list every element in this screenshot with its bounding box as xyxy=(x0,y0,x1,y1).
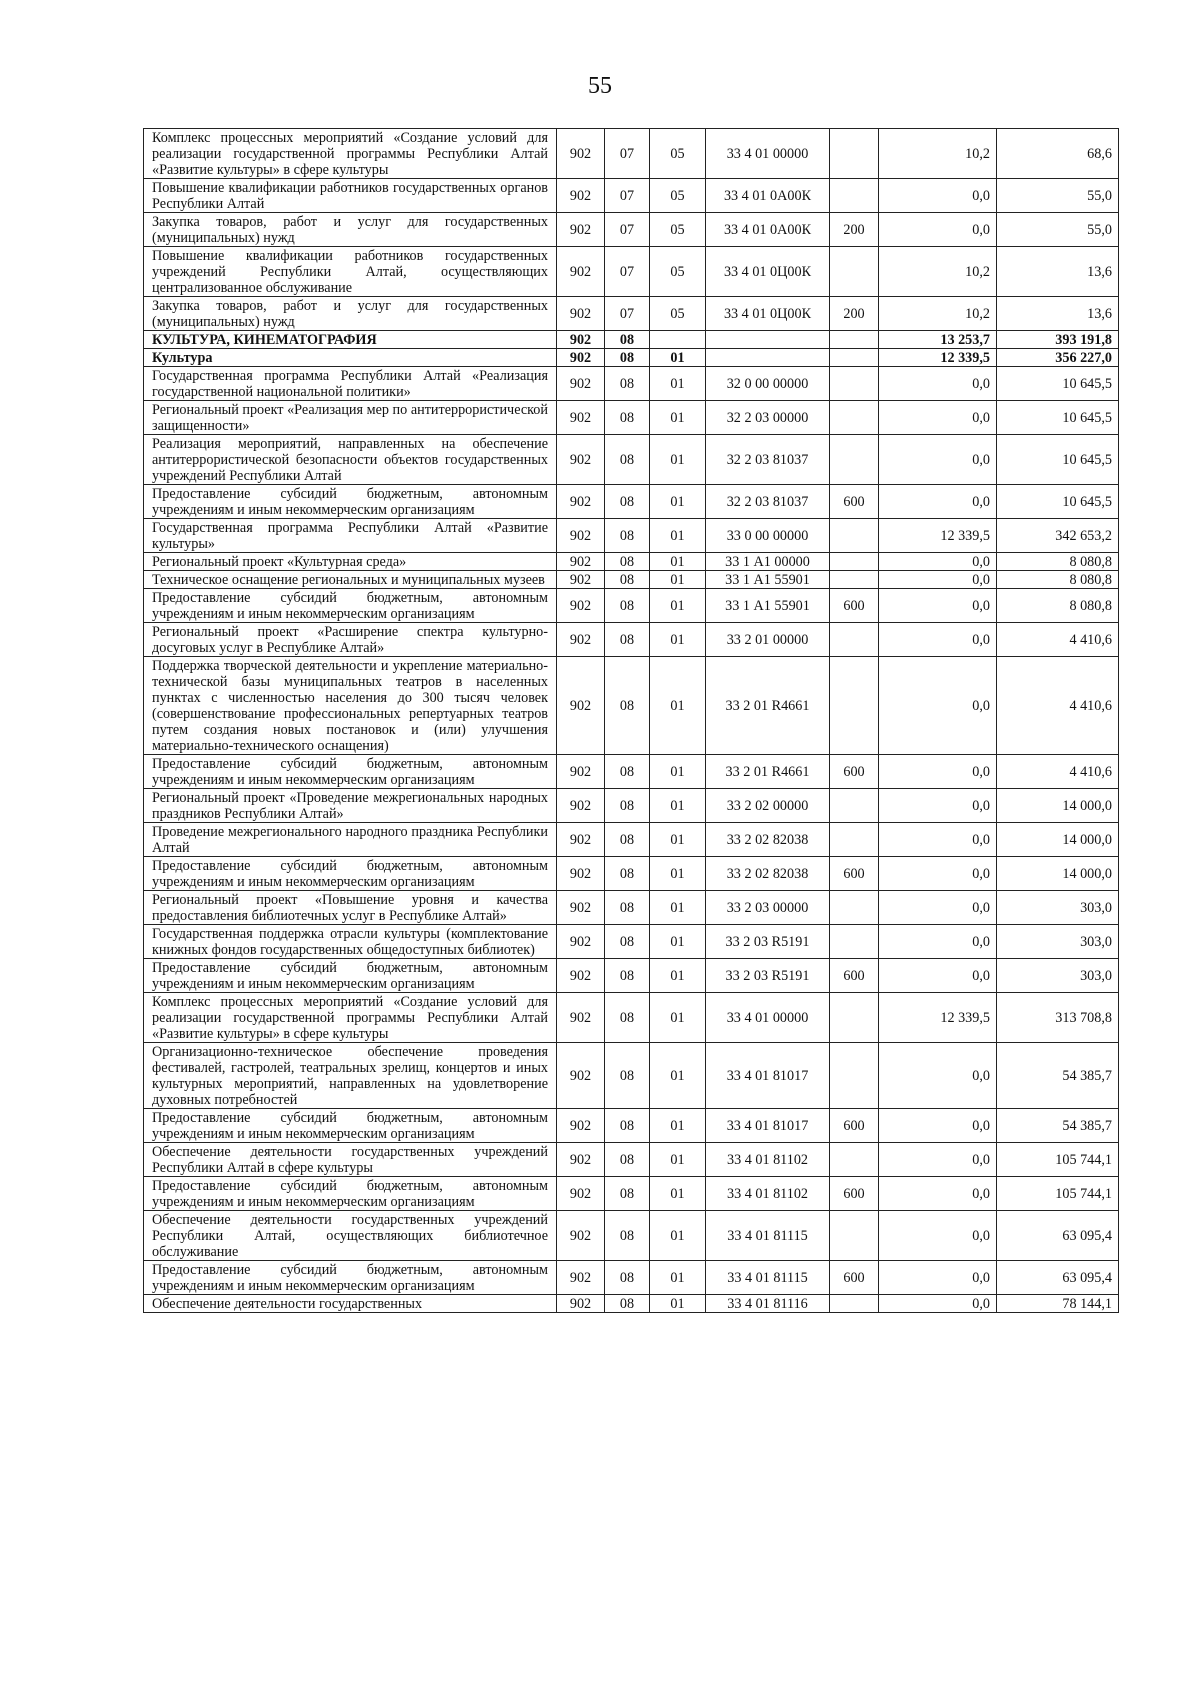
row-amount-1-cell: 0,0 xyxy=(879,891,997,925)
row-target-cell: 33 2 02 82038 xyxy=(706,823,830,857)
row-amount-1-cell: 0,0 xyxy=(879,755,997,789)
table-row xyxy=(144,823,1119,857)
row-name-cell: Предоставление субсидий бюджетным, автономным учреждениям и иным некоммерческим организациям xyxy=(144,1177,557,1211)
row-amount-2-cell: 10 645,5 xyxy=(997,367,1119,401)
row-name-cell: Предоставление субсидий бюджетным, автономным учреждениям и иным некоммерческим организациям xyxy=(144,1109,557,1143)
row-expense-type-cell xyxy=(830,657,879,755)
row-expense-type-cell: 600 xyxy=(830,589,879,623)
row-section-cell: 08 xyxy=(605,1043,650,1109)
row-expense-type-cell xyxy=(830,623,879,657)
row-target-cell: 33 0 00 00000 xyxy=(706,519,830,553)
row-subsection-cell: 01 xyxy=(650,485,706,519)
row-expense-type-cell xyxy=(830,519,879,553)
row-amount-2-cell: 303,0 xyxy=(997,891,1119,925)
row-target-cell: 33 4 01 00000 xyxy=(706,993,830,1043)
row-section-cell: 08 xyxy=(605,401,650,435)
row-target-cell: 33 1 А1 55901 xyxy=(706,589,830,623)
row-amount-1-cell: 0,0 xyxy=(879,213,997,247)
table-row xyxy=(144,1143,1119,1177)
row-expense-type-cell xyxy=(830,349,879,367)
row-expense-type-cell: 200 xyxy=(830,297,879,331)
row-code-cell: 902 xyxy=(557,993,605,1043)
row-subsection-cell: 01 xyxy=(650,571,706,589)
row-subsection-cell: 05 xyxy=(650,297,706,331)
row-section-cell: 08 xyxy=(605,435,650,485)
row-name-cell: Обеспечение деятельности государственных учреждений Республики Алтай в сфере культуры xyxy=(144,1143,557,1177)
row-amount-2-cell: 14 000,0 xyxy=(997,789,1119,823)
row-name-cell: Организационно-техническое обеспечение проведения фестивалей, гастролей, театральных зрелищ, концертов и иных культурных мероприятий, направленных на удовлетворение духовных потребностей xyxy=(144,1043,557,1109)
row-code-cell: 902 xyxy=(557,553,605,571)
row-section-cell: 08 xyxy=(605,519,650,553)
row-subsection-cell: 05 xyxy=(650,213,706,247)
row-amount-1-cell: 0,0 xyxy=(879,485,997,519)
row-subsection-cell: 01 xyxy=(650,589,706,623)
row-code-cell: 902 xyxy=(557,1261,605,1295)
table-row xyxy=(144,331,1119,349)
row-section-cell: 08 xyxy=(605,623,650,657)
row-code-cell: 902 xyxy=(557,823,605,857)
table-row xyxy=(144,789,1119,823)
row-name-cell: Поддержка творческой деятельности и укрепление материально-технической базы муниципальных театров в населенных пунктах с численностью населения до 300 тысяч человек (совершенствование профессиональных репертуарных театров путем создания новых постановок и (или) улучшения материально-технического оснащения) xyxy=(144,657,557,755)
row-code-cell: 902 xyxy=(557,179,605,213)
row-amount-1-cell: 10,2 xyxy=(879,297,997,331)
row-target-cell: 33 4 01 0А00К xyxy=(706,179,830,213)
row-target-cell: 33 4 01 81102 xyxy=(706,1177,830,1211)
row-code-cell: 902 xyxy=(557,755,605,789)
row-amount-2-cell: 54 385,7 xyxy=(997,1043,1119,1109)
row-amount-1-cell: 0,0 xyxy=(879,1261,997,1295)
table-row xyxy=(144,485,1119,519)
row-subsection-cell: 01 xyxy=(650,755,706,789)
row-amount-1-cell: 0,0 xyxy=(879,589,997,623)
row-amount-1-cell: 12 339,5 xyxy=(879,519,997,553)
row-target-cell: 33 2 01 00000 xyxy=(706,623,830,657)
row-section-cell: 08 xyxy=(605,1143,650,1177)
row-target-cell: 33 2 03 R5191 xyxy=(706,959,830,993)
row-amount-2-cell: 303,0 xyxy=(997,925,1119,959)
table-row xyxy=(144,401,1119,435)
row-expense-type-cell: 600 xyxy=(830,1261,879,1295)
row-amount-2-cell: 55,0 xyxy=(997,213,1119,247)
row-name-cell: Техническое оснащение региональных и муниципальных музеев xyxy=(144,571,557,589)
row-expense-type-cell xyxy=(830,1043,879,1109)
row-section-cell: 08 xyxy=(605,367,650,401)
row-subsection-cell: 01 xyxy=(650,959,706,993)
row-target-cell: 33 4 01 0Ц00К xyxy=(706,297,830,331)
row-code-cell: 902 xyxy=(557,1295,605,1313)
row-amount-2-cell: 8 080,8 xyxy=(997,589,1119,623)
row-amount-1-cell: 0,0 xyxy=(879,179,997,213)
row-expense-type-cell: 600 xyxy=(830,1177,879,1211)
row-name-cell: Предоставление субсидий бюджетным, автономным учреждениям и иным некоммерческим организациям xyxy=(144,959,557,993)
row-section-cell: 08 xyxy=(605,349,650,367)
row-amount-1-cell: 10,2 xyxy=(879,247,997,297)
row-subsection-cell: 01 xyxy=(650,857,706,891)
row-code-cell: 902 xyxy=(557,367,605,401)
row-target-cell: 32 2 03 00000 xyxy=(706,401,830,435)
row-name-cell: Обеспечение деятельности государственных xyxy=(144,1295,557,1313)
row-amount-2-cell: 10 645,5 xyxy=(997,485,1119,519)
row-amount-1-cell: 0,0 xyxy=(879,401,997,435)
page-number: 55 xyxy=(588,73,612,99)
row-section-cell: 08 xyxy=(605,1261,650,1295)
row-code-cell: 902 xyxy=(557,1211,605,1261)
row-expense-type-cell xyxy=(830,247,879,297)
table-row xyxy=(144,623,1119,657)
row-subsection-cell: 01 xyxy=(650,1295,706,1313)
row-target-cell: 33 4 01 81017 xyxy=(706,1109,830,1143)
row-section-cell: 07 xyxy=(605,213,650,247)
row-subsection-cell: 05 xyxy=(650,129,706,179)
row-section-cell: 08 xyxy=(605,755,650,789)
row-section-cell: 08 xyxy=(605,1295,650,1313)
row-section-cell: 08 xyxy=(605,959,650,993)
table-row xyxy=(144,367,1119,401)
row-amount-2-cell: 14 000,0 xyxy=(997,823,1119,857)
row-section-cell: 08 xyxy=(605,925,650,959)
row-target-cell: 32 2 03 81037 xyxy=(706,485,830,519)
row-amount-1-cell: 0,0 xyxy=(879,789,997,823)
row-target-cell: 33 4 01 81115 xyxy=(706,1261,830,1295)
row-subsection-cell: 01 xyxy=(650,519,706,553)
row-subsection-cell: 01 xyxy=(650,925,706,959)
row-name-cell: Закупка товаров, работ и услуг для государственных (муниципальных) нужд xyxy=(144,213,557,247)
row-subsection-cell: 01 xyxy=(650,789,706,823)
row-amount-1-cell: 0,0 xyxy=(879,571,997,589)
table-row xyxy=(144,657,1119,755)
row-expense-type-cell xyxy=(830,823,879,857)
row-code-cell: 902 xyxy=(557,519,605,553)
row-expense-type-cell xyxy=(830,1143,879,1177)
row-expense-type-cell xyxy=(830,435,879,485)
row-subsection-cell xyxy=(650,331,706,349)
row-section-cell: 08 xyxy=(605,657,650,755)
row-subsection-cell: 01 xyxy=(650,1177,706,1211)
row-target-cell: 33 4 01 00000 xyxy=(706,129,830,179)
row-section-cell: 08 xyxy=(605,553,650,571)
row-amount-2-cell: 356 227,0 xyxy=(997,349,1119,367)
row-code-cell: 902 xyxy=(557,297,605,331)
row-amount-2-cell: 63 095,4 xyxy=(997,1261,1119,1295)
row-amount-2-cell: 13,6 xyxy=(997,297,1119,331)
row-target-cell: 33 2 03 R5191 xyxy=(706,925,830,959)
row-subsection-cell: 01 xyxy=(650,823,706,857)
row-code-cell: 902 xyxy=(557,589,605,623)
row-name-cell: Региональный проект «Расширение спектра культурно-досуговых услуг в Республике Алтай» xyxy=(144,623,557,657)
row-expense-type-cell xyxy=(830,891,879,925)
row-amount-1-cell: 0,0 xyxy=(879,657,997,755)
row-section-cell: 07 xyxy=(605,297,650,331)
row-code-cell: 902 xyxy=(557,891,605,925)
row-expense-type-cell: 600 xyxy=(830,485,879,519)
row-amount-2-cell: 8 080,8 xyxy=(997,553,1119,571)
row-name-cell: Государственная поддержка отрасли культуры (комплектование книжных фондов государственных общедоступных библиотек) xyxy=(144,925,557,959)
row-name-cell: Проведение межрегионального народного праздника Республики Алтай xyxy=(144,823,557,857)
row-amount-1-cell: 0,0 xyxy=(879,959,997,993)
row-target-cell: 33 2 02 00000 xyxy=(706,789,830,823)
row-target-cell: 33 2 03 00000 xyxy=(706,891,830,925)
row-amount-2-cell: 313 708,8 xyxy=(997,993,1119,1043)
row-amount-1-cell: 10,2 xyxy=(879,129,997,179)
table-row xyxy=(144,1261,1119,1295)
row-amount-1-cell: 0,0 xyxy=(879,823,997,857)
row-expense-type-cell xyxy=(830,367,879,401)
row-subsection-cell: 01 xyxy=(650,623,706,657)
table-row xyxy=(144,435,1119,485)
row-amount-2-cell: 393 191,8 xyxy=(997,331,1119,349)
row-subsection-cell: 01 xyxy=(650,1261,706,1295)
table-row xyxy=(144,993,1119,1043)
row-target-cell: 32 2 03 81037 xyxy=(706,435,830,485)
table-row xyxy=(144,349,1119,367)
row-amount-1-cell: 0,0 xyxy=(879,623,997,657)
table-row xyxy=(144,891,1119,925)
row-target-cell: 33 4 01 0А00К xyxy=(706,213,830,247)
row-subsection-cell: 01 xyxy=(650,1211,706,1261)
row-name-cell: Комплекс процессных мероприятий «Создание условий для реализации государственной программы Республики Алтай «Развитие культуры» в сфере культуры xyxy=(144,129,557,179)
row-code-cell: 902 xyxy=(557,623,605,657)
table-row xyxy=(144,247,1119,297)
row-expense-type-cell xyxy=(830,401,879,435)
row-code-cell: 902 xyxy=(557,1143,605,1177)
table-row xyxy=(144,1177,1119,1211)
row-target-cell: 33 1 А1 55901 xyxy=(706,571,830,589)
row-section-cell: 08 xyxy=(605,789,650,823)
row-target-cell: 33 1 А1 00000 xyxy=(706,553,830,571)
row-code-cell: 902 xyxy=(557,857,605,891)
row-amount-1-cell: 12 339,5 xyxy=(879,993,997,1043)
table-row xyxy=(144,1043,1119,1109)
row-section-cell: 08 xyxy=(605,1211,650,1261)
row-subsection-cell: 01 xyxy=(650,891,706,925)
row-section-cell: 08 xyxy=(605,1109,650,1143)
row-name-cell: Повышение квалификации работников государственных органов Республики Алтай xyxy=(144,179,557,213)
row-amount-2-cell: 13,6 xyxy=(997,247,1119,297)
table-row xyxy=(144,129,1119,179)
row-expense-type-cell xyxy=(830,925,879,959)
row-amount-1-cell: 0,0 xyxy=(879,1109,997,1143)
row-section-cell: 08 xyxy=(605,331,650,349)
row-section-cell: 08 xyxy=(605,571,650,589)
row-code-cell: 902 xyxy=(557,1109,605,1143)
row-amount-2-cell: 105 744,1 xyxy=(997,1143,1119,1177)
row-name-cell: Комплекс процессных мероприятий «Создание условий для реализации государственной программы Республики Алтай «Развитие культуры» в сфере культуры xyxy=(144,993,557,1043)
row-subsection-cell: 05 xyxy=(650,179,706,213)
row-name-cell: Региональный проект «Культурная среда» xyxy=(144,553,557,571)
row-subsection-cell: 01 xyxy=(650,349,706,367)
row-target-cell: 33 4 01 81102 xyxy=(706,1143,830,1177)
row-expense-type-cell xyxy=(830,1211,879,1261)
table-row xyxy=(144,755,1119,789)
table-row xyxy=(144,1211,1119,1261)
table-row xyxy=(144,959,1119,993)
row-subsection-cell: 01 xyxy=(650,435,706,485)
row-code-cell: 902 xyxy=(557,657,605,755)
row-target-cell: 33 4 01 81017 xyxy=(706,1043,830,1109)
table-row xyxy=(144,519,1119,553)
row-amount-1-cell: 0,0 xyxy=(879,435,997,485)
row-amount-1-cell: 12 339,5 xyxy=(879,349,997,367)
row-section-cell: 08 xyxy=(605,993,650,1043)
row-amount-1-cell: 0,0 xyxy=(879,1143,997,1177)
row-target-cell xyxy=(706,331,830,349)
table-row xyxy=(144,213,1119,247)
row-section-cell: 08 xyxy=(605,589,650,623)
row-target-cell: 33 2 01 R4661 xyxy=(706,755,830,789)
row-code-cell: 902 xyxy=(557,925,605,959)
row-section-cell: 08 xyxy=(605,1177,650,1211)
row-target-cell: 33 2 02 82038 xyxy=(706,857,830,891)
row-amount-1-cell: 0,0 xyxy=(879,1295,997,1313)
row-section-cell: 08 xyxy=(605,891,650,925)
row-amount-2-cell: 342 653,2 xyxy=(997,519,1119,553)
row-subsection-cell: 01 xyxy=(650,1143,706,1177)
row-name-cell: КУЛЬТУРА, КИНЕМАТОГРАФИЯ xyxy=(144,331,557,349)
row-expense-type-cell xyxy=(830,179,879,213)
row-code-cell: 902 xyxy=(557,129,605,179)
row-amount-2-cell: 8 080,8 xyxy=(997,571,1119,589)
row-amount-1-cell: 0,0 xyxy=(879,925,997,959)
row-amount-1-cell: 0,0 xyxy=(879,1211,997,1261)
row-amount-1-cell: 13 253,7 xyxy=(879,331,997,349)
row-amount-2-cell: 4 410,6 xyxy=(997,755,1119,789)
row-target-cell: 33 4 01 81115 xyxy=(706,1211,830,1261)
row-expense-type-cell xyxy=(830,993,879,1043)
row-amount-1-cell: 0,0 xyxy=(879,1177,997,1211)
row-name-cell: Предоставление субсидий бюджетным, автономным учреждениям и иным некоммерческим организациям xyxy=(144,755,557,789)
row-name-cell: Предоставление субсидий бюджетным, автономным учреждениям и иным некоммерческим организациям xyxy=(144,857,557,891)
row-code-cell: 902 xyxy=(557,1177,605,1211)
row-amount-2-cell: 10 645,5 xyxy=(997,435,1119,485)
row-expense-type-cell xyxy=(830,129,879,179)
row-code-cell: 902 xyxy=(557,213,605,247)
row-name-cell: Предоставление субсидий бюджетным, автономным учреждениям и иным некоммерческим организациям xyxy=(144,485,557,519)
budget-table-body xyxy=(144,129,1119,1313)
row-amount-1-cell: 0,0 xyxy=(879,1043,997,1109)
row-name-cell: Предоставление субсидий бюджетным, автономным учреждениям и иным некоммерческим организациям xyxy=(144,589,557,623)
row-amount-2-cell: 10 645,5 xyxy=(997,401,1119,435)
row-section-cell: 08 xyxy=(605,857,650,891)
table-row xyxy=(144,571,1119,589)
row-name-cell: Государственная программа Республики Алтай «Развитие культуры» xyxy=(144,519,557,553)
row-target-cell: 32 0 00 00000 xyxy=(706,367,830,401)
row-name-cell: Закупка товаров, работ и услуг для государственных (муниципальных) нужд xyxy=(144,297,557,331)
row-amount-2-cell: 303,0 xyxy=(997,959,1119,993)
row-section-cell: 07 xyxy=(605,247,650,297)
row-expense-type-cell: 600 xyxy=(830,857,879,891)
row-expense-type-cell xyxy=(830,571,879,589)
table-row xyxy=(144,1109,1119,1143)
row-section-cell: 07 xyxy=(605,129,650,179)
row-name-cell: Культура xyxy=(144,349,557,367)
row-amount-2-cell: 54 385,7 xyxy=(997,1109,1119,1143)
row-expense-type-cell: 600 xyxy=(830,1109,879,1143)
budget-table xyxy=(143,128,1119,1313)
row-section-cell: 08 xyxy=(605,485,650,519)
row-code-cell: 902 xyxy=(557,435,605,485)
table-row xyxy=(144,553,1119,571)
row-code-cell: 902 xyxy=(557,247,605,297)
row-name-cell: Повышение квалификации работников государственных учреждений Республики Алтай, осуществляющих централизованное обслуживание xyxy=(144,247,557,297)
row-code-cell: 902 xyxy=(557,1043,605,1109)
row-subsection-cell: 01 xyxy=(650,657,706,755)
row-amount-1-cell: 0,0 xyxy=(879,367,997,401)
row-subsection-cell: 01 xyxy=(650,1043,706,1109)
row-name-cell: Обеспечение деятельности государственных учреждений Республики Алтай, осуществляющих библиотечное обслуживание xyxy=(144,1211,557,1261)
row-name-cell: Реализация мероприятий, направленных на обеспечение антитеррористической безопасности объектов государственных учреждений Республики Алтай xyxy=(144,435,557,485)
row-name-cell: Государственная программа Республики Алтай «Реализация государственной национальной политики» xyxy=(144,367,557,401)
row-code-cell: 902 xyxy=(557,485,605,519)
row-name-cell: Региональный проект «Реализация мер по антитеррористической защищенности» xyxy=(144,401,557,435)
row-code-cell: 902 xyxy=(557,571,605,589)
row-name-cell: Региональный проект «Проведение межрегиональных народных праздников Республики Алтай» xyxy=(144,789,557,823)
row-section-cell: 08 xyxy=(605,823,650,857)
row-expense-type-cell xyxy=(830,1295,879,1313)
row-code-cell: 902 xyxy=(557,349,605,367)
row-expense-type-cell xyxy=(830,553,879,571)
row-name-cell: Региональный проект «Повышение уровня и качества предоставления библиотечных услуг в Республике Алтай» xyxy=(144,891,557,925)
row-expense-type-cell: 600 xyxy=(830,959,879,993)
row-expense-type-cell: 600 xyxy=(830,755,879,789)
table-row xyxy=(144,925,1119,959)
row-expense-type-cell xyxy=(830,331,879,349)
row-amount-2-cell: 78 144,1 xyxy=(997,1295,1119,1313)
table-row xyxy=(144,857,1119,891)
row-subsection-cell: 01 xyxy=(650,367,706,401)
row-amount-2-cell: 14 000,0 xyxy=(997,857,1119,891)
row-expense-type-cell xyxy=(830,789,879,823)
row-section-cell: 07 xyxy=(605,179,650,213)
row-amount-1-cell: 0,0 xyxy=(879,553,997,571)
row-subsection-cell: 01 xyxy=(650,401,706,435)
row-code-cell: 902 xyxy=(557,331,605,349)
row-subsection-cell: 01 xyxy=(650,1109,706,1143)
row-amount-2-cell: 55,0 xyxy=(997,179,1119,213)
row-subsection-cell: 01 xyxy=(650,993,706,1043)
row-name-cell: Предоставление субсидий бюджетным, автономным учреждениям и иным некоммерческим организациям xyxy=(144,1261,557,1295)
row-subsection-cell: 05 xyxy=(650,247,706,297)
row-target-cell: 33 2 01 R4661 xyxy=(706,657,830,755)
row-target-cell: 33 4 01 81116 xyxy=(706,1295,830,1313)
row-code-cell: 902 xyxy=(557,959,605,993)
row-code-cell: 902 xyxy=(557,401,605,435)
row-target-cell: 33 4 01 0Ц00К xyxy=(706,247,830,297)
row-amount-2-cell: 4 410,6 xyxy=(997,657,1119,755)
row-code-cell: 902 xyxy=(557,789,605,823)
row-amount-2-cell: 105 744,1 xyxy=(997,1177,1119,1211)
table-row xyxy=(144,179,1119,213)
table-row xyxy=(144,589,1119,623)
table-row xyxy=(144,297,1119,331)
row-amount-2-cell: 63 095,4 xyxy=(997,1211,1119,1261)
row-target-cell xyxy=(706,349,830,367)
row-amount-2-cell: 68,6 xyxy=(997,129,1119,179)
row-amount-2-cell: 4 410,6 xyxy=(997,623,1119,657)
row-expense-type-cell: 200 xyxy=(830,213,879,247)
row-amount-1-cell: 0,0 xyxy=(879,857,997,891)
table-row xyxy=(144,1295,1119,1313)
row-subsection-cell: 01 xyxy=(650,553,706,571)
